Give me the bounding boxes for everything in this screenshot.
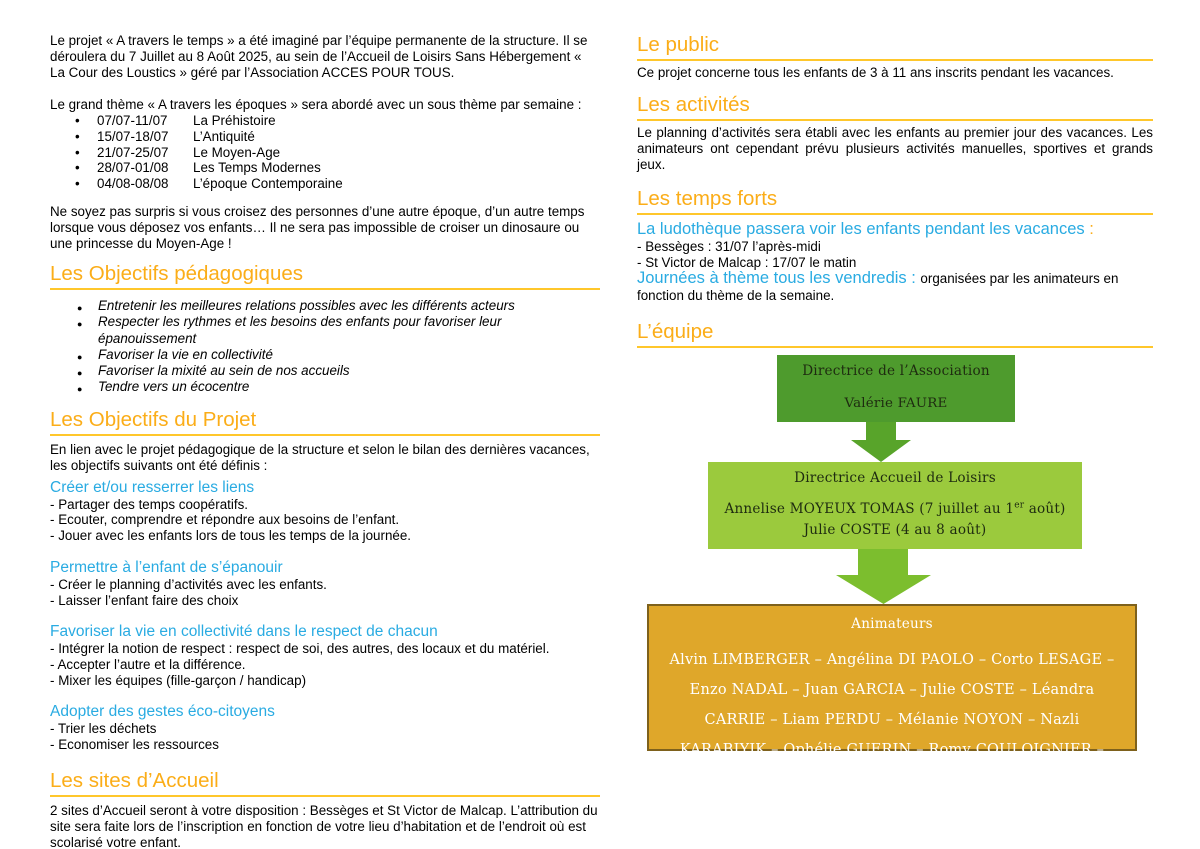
org-role: Animateurs	[851, 616, 933, 633]
temps-forts-list	[637, 239, 1153, 270]
section-title-sites-accueil: Les sites d’Accueil	[50, 769, 600, 797]
list-item	[50, 160, 600, 176]
list-item	[50, 129, 600, 145]
ludotheque-heading	[637, 219, 1153, 239]
list-item: ● Entretenir les meilleures relations possibles avec les différents acteurs	[50, 298, 600, 314]
activites-paragraph: Le planning d’activités sera établi avec les enfants au premier jour des vacances. Les animateurs ont cependant prévu plusieurs activités manuelles, sportives et grands jeux.	[637, 125, 1153, 172]
arrow-down-icon	[836, 549, 931, 604]
week-dates: 28/07-01/08	[97, 160, 169, 176]
list-item	[50, 113, 600, 129]
list-item: - Accepter l’autre et la différence.	[50, 657, 600, 673]
org-names	[708, 499, 1082, 541]
subsection-title-eco-citoyens: Adopter des gestes éco-citoyens	[50, 703, 275, 721]
subsection-title-collectivite: Favoriser la vie en collectivité dans le respect de chacun	[50, 623, 438, 641]
org-names: Alvin LIMBERGER – Angélina DI PAOLO – Corto LESAGE – Enzo NADAL – Juan GARCIA – Julie COSTE – Léandra CARRIE – Liam PERDU – Mélanie NOYON – Nazli KARABIYIK – Ophélie GUERIN – Romy COULOIGNIER – Shirley RAMECOURT	[669, 652, 1115, 789]
org-name: Valérie FAURE	[844, 396, 948, 412]
list-item	[50, 176, 600, 192]
list-item: ● Favoriser la mixité au sein de nos accueils	[50, 363, 600, 379]
surprise-paragraph: Ne soyez pas surpris si vous croisez des personnes d’une autre époque, d’un autre temps lorsque vous déposez vos enfants… Il ne sera pas impossible de croiser un dinosaure ou une princesse du Moyen-Age !	[50, 203, 585, 251]
bullet-icon	[75, 176, 97, 192]
week-theme: Les Temps Modernes	[193, 160, 321, 176]
week-theme: Le Moyen-Age	[193, 144, 281, 160]
subsection-list	[50, 497, 600, 544]
bullet-icon	[75, 113, 97, 129]
org-role: Directrice de l’Association	[802, 363, 990, 380]
list-item: - Bessèges : 31/07 l’après-midi	[637, 239, 1153, 255]
sites-paragraph: 2 sites d’Accueil seront à votre disposition : Bessèges et St Victor de Malcap. L’attribution du site sera faite lors de l’inscription en fonction de votre lieu d’habitation et de l’endroit où est scolarisé votre enfant.	[50, 802, 598, 849]
journees-body: organisées par les animateurs en fonction du thème de la semaine.	[637, 271, 1119, 304]
week-theme: L’époque Contemporaine	[193, 176, 343, 192]
org-chart	[637, 355, 1153, 789]
list-item: - Intégrer la notion de respect : respect de soi, des autres, des locaux et du matériel.	[50, 641, 600, 657]
theme-intro-paragraph: Le grand thème « A travers les époques » sera abordé avec un sous thème par semaine :	[50, 97, 582, 112]
org-role: Directrice Accueil de Loisirs	[794, 470, 996, 487]
list-item: - Partager des temps coopératifs.	[50, 497, 600, 513]
section-title-public: Le public	[637, 33, 1153, 61]
list-item: ● Favoriser la vie en collectivité	[50, 347, 600, 363]
list-item: - Mixer les équipes (fille-garçon / handicap)	[50, 673, 600, 689]
list-item: - Laisser l’enfant faire des choix	[50, 593, 600, 609]
journees-heading: Journées à thème tous les vendredis :	[637, 269, 921, 288]
list-item: - Créer le planning d’activités avec les enfants.	[50, 577, 600, 593]
weeks-list	[50, 113, 600, 192]
ludotheque-heading-text: La ludothèque passera voir les enfants pendant les vacances	[637, 220, 1085, 238]
list-item: - Jouer avec les enfants lors de tous les temps de la journée.	[50, 528, 600, 544]
subsection-title-epanouir: Permettre à l’enfant de s’épanouir	[50, 558, 283, 576]
week-dates: 04/08-08/08	[97, 176, 169, 192]
list-item: ● Respecter les rythmes et les besoins des enfants pour favoriser leur épanouissement	[50, 314, 600, 347]
list-item: - Ecouter, comprendre et répondre aux besoins de l’enfant.	[50, 512, 600, 528]
right-column	[637, 33, 1153, 789]
week-theme: L’Antiquité	[193, 128, 255, 144]
objectifs-projet-intro: En lien avec le projet pédagogique de la structure et selon le bilan des dernières vacances, les objectifs suivants ont été définis :	[50, 441, 590, 473]
ludotheque-heading-colon: :	[1084, 220, 1094, 238]
section-title-equipe: L’équipe	[637, 320, 1153, 348]
section-title-activites: Les activités	[637, 93, 1153, 121]
org-box-directrice-accueil	[708, 462, 1082, 549]
journees-paragraph	[637, 270, 1153, 304]
public-paragraph: Ce projet concerne tous les enfants de 3 à 11 ans inscrits pendant les vacances.	[637, 65, 1114, 80]
left-column	[50, 33, 600, 849]
list-item	[50, 145, 600, 161]
arrow-down-icon	[851, 422, 911, 462]
bullet-icon	[75, 145, 97, 161]
objectifs-pedagogiques-list	[50, 298, 600, 396]
week-dates: 07/07-11/07	[97, 113, 168, 128]
org-name-text: août)	[1024, 501, 1066, 518]
section-title-objectifs-projet: Les Objectifs du Projet	[50, 408, 600, 436]
list-item: - Economiser les ressources	[50, 737, 600, 753]
subsection-list	[50, 641, 600, 688]
intro-paragraph: Le projet « A travers le temps » a été imaginé par l’équipe permanente de la structure. Il se déroulera du 7 Juillet au 8 Août 2025, au sein de l’Accueil de Loisirs Sans Hébergement « La Cour des Loustics » géré par l’Association ACCES POUR TOUS.	[50, 33, 588, 80]
org-name: Julie COSTE (4 au 8 août)	[803, 522, 987, 539]
org-box-animateurs	[647, 604, 1137, 789]
bullet-icon	[75, 129, 97, 145]
subsection-list	[50, 577, 600, 608]
section-title-temps-forts: Les temps forts	[637, 187, 1153, 215]
week-theme: La Préhistoire	[193, 113, 276, 128]
org-name	[708, 499, 1082, 520]
list-item: ● Tendre vers un écocentre	[50, 379, 600, 395]
section-title-objectifs-pedagogiques: Les Objectifs pédagogiques	[50, 262, 600, 290]
list-item: - Trier les déchets	[50, 721, 600, 737]
org-name-text: Annelise MOYEUX TOMAS (7 juillet au 1	[724, 501, 1015, 518]
org-name-superscript: er	[1014, 500, 1025, 511]
list-item: - St Victor de Malcap : 17/07 le matin	[637, 255, 1153, 271]
week-dates: 15/07-18/07	[97, 128, 169, 144]
org-box-directrice-association	[777, 355, 1015, 422]
subsection-list	[50, 721, 600, 752]
bullet-icon	[75, 160, 97, 176]
week-dates: 21/07-25/07	[97, 144, 169, 160]
subsection-title-liens: Créer et/ou resserrer les liens	[50, 478, 255, 496]
